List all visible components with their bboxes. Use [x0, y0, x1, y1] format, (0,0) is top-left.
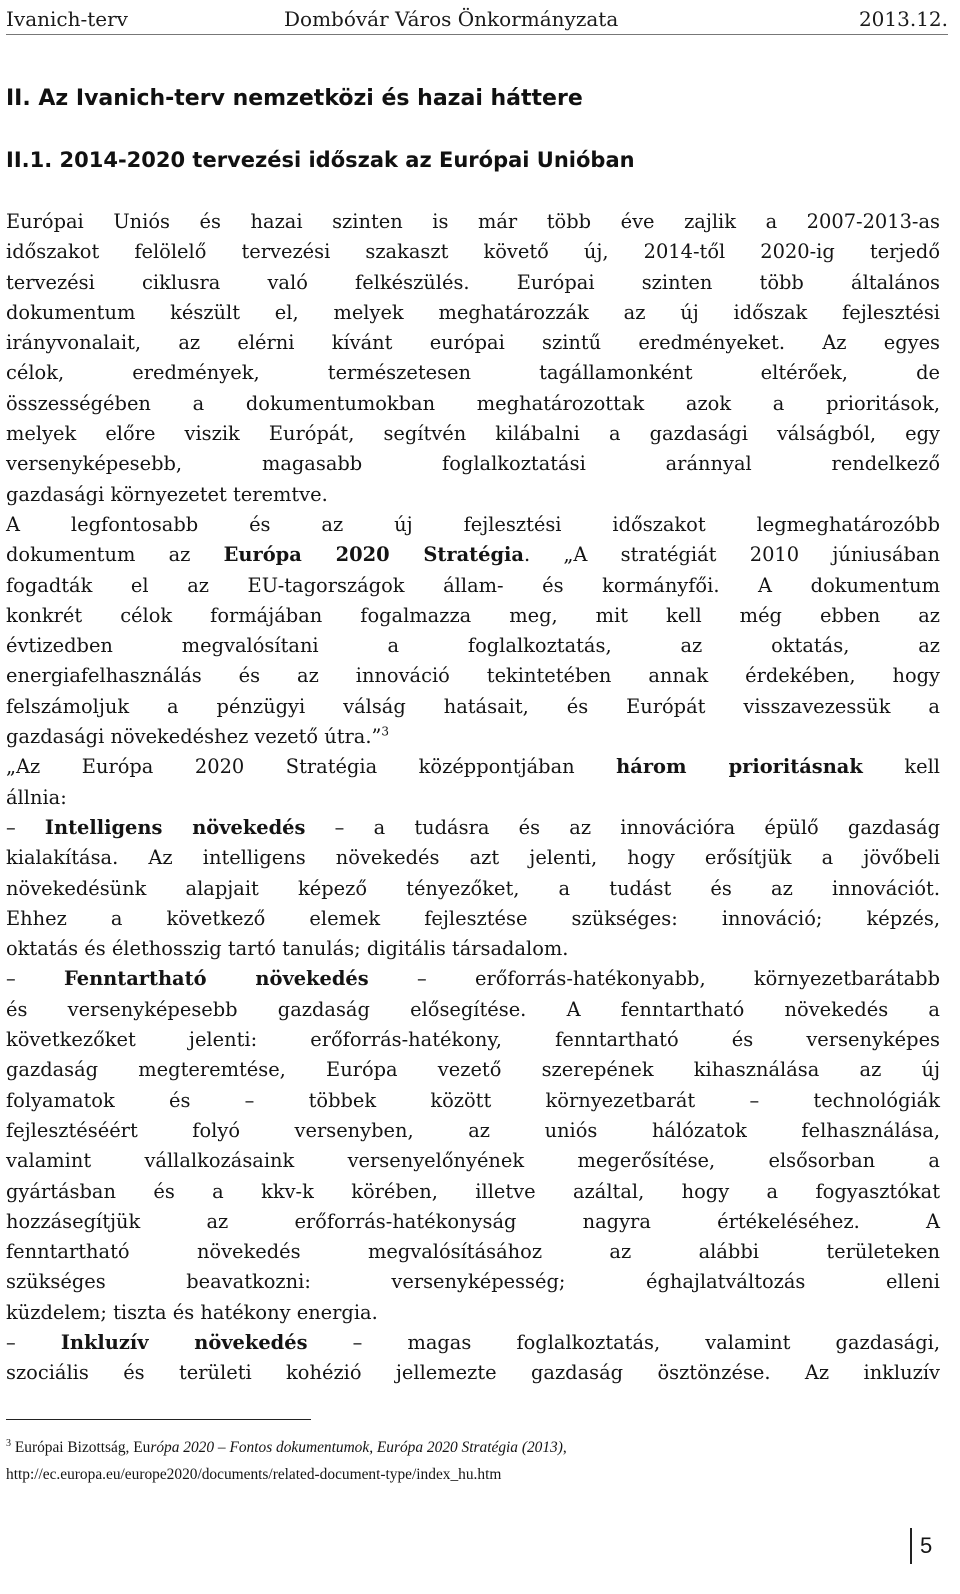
text-line: – Intelligens növekedés – a tudásra és az innovációra épülő gazdaság: [6, 815, 940, 839]
text-line: folyamatok és – többek között környezetbarát – technológiák: [6, 1088, 940, 1112]
text-line: – Inkluzív növekedés – magas foglalkoztatás, valamint gazdasági,: [6, 1330, 940, 1354]
text-line: kialakítása. Az intelligens növekedés azt jelenti, hogy erősítjük a jövőbeli: [6, 846, 940, 870]
text-line: Európai Uniós és hazai szinten is már több éve zajlik a 2007-2013-as: [6, 210, 940, 233]
text-line: szükséges beavatkozni: versenyképesség; éghajlatváltozás elleni: [6, 1270, 940, 1294]
text-line: melyek előre viszik Európát, segítvén kilábalni a gazdasági válságból, egy: [6, 422, 940, 446]
text-line: dokumentum az Európa 2020 Stratégia. „A stratégiát 2010 júniusában: [6, 543, 940, 567]
text-line: energiafelhasználás és az innováció tekintetében annak érdekében, hogy: [6, 664, 940, 688]
text-line: fenntartható növekedés megvalósításához az alábbi területeken: [6, 1240, 940, 1264]
text-line: oktatás és élethosszig tartó tanulás; digitális társadalom.: [6, 937, 569, 961]
page-header: [6, 4, 948, 35]
text-line: gazdaság megteremtése, Európa vezető szerepének kihasználása az új: [6, 1058, 940, 1082]
page-number-rule: [910, 1528, 912, 1564]
text-line: fogadták el az EU-tagországok állam- és kormányfői. A dokumentum: [6, 573, 940, 597]
text-line: felszámoljuk a pénzügyi válság hatásait, és Európát visszavezessük a: [6, 694, 940, 718]
text-line: szociális és területi kohézió jellemezte gazdaság ösztönzése. Az inkluzív: [6, 1361, 940, 1385]
text-line: konkrét célok formájában fogalmazza meg, mit kell még ebben az: [6, 603, 940, 627]
strategy-name: Európa 2020 Stratégia: [223, 543, 524, 567]
text-line: gazdasági növekedéshez vezető útra.”$^3$: [6, 724, 390, 749]
text-line: összességében a dokumentumokban meghatározottak azok a prioritások,: [6, 391, 940, 415]
text-line: állnia:: [6, 785, 67, 809]
page-number: 5: [920, 1533, 933, 1558]
text-line: fejlesztéséért folyó versenyben, az uniós hálózatok felhasználása,: [6, 1118, 940, 1142]
text-line: növekedésünk alapjait képező tényezőket, a tudást és az innovációt.: [6, 876, 940, 900]
priorities-emphasis: három prioritásnak: [616, 755, 863, 779]
sustainable-growth-term: Fenntartható növekedés: [64, 967, 369, 991]
text-line: valamint vállalkozásaink versenyelőnyének megerősítése, elsősorban a: [6, 1149, 940, 1173]
header-document-title: Ivanich-terv: [6, 7, 128, 31]
text-line: következőket jelenti: erőforrás-hatékony, fenntartható és versenyképes: [6, 1028, 940, 1052]
text-line: „Az Európa 2020 Stratégia középpontjában három prioritásnak kell: [6, 755, 940, 779]
smart-growth-term: Intelligens növekedés: [44, 815, 306, 839]
footnote-number: 3: [6, 1438, 11, 1449]
footnote-separator: [6, 1419, 311, 1420]
text-line: irányvonalait, az elérni kívánt európai szintű eredményeket. Az egyes: [6, 331, 940, 355]
text-line: gyártásban és a kkv-k körében, illetve azáltal, hogy a fogyasztókat: [6, 1179, 940, 1203]
text-line: időszakot felölelő tervezési szakaszt követő új, 2014-től 2020-ig terjedő: [6, 240, 940, 264]
section-heading: II. Az Ivanich-terv nemzetközi és hazai háttere: [6, 86, 583, 111]
header-date: 2013.12.: [858, 7, 948, 31]
footnote-citation: $^3$ Európai Bizottság, Európa 2020 – Fontos dokumentumok, Európa 2020 Stratégia (2013),: [6, 1438, 567, 1457]
text-line: – Fenntartható növekedés – erőforrás-hatékonyabb, környezetbarátabb: [6, 967, 941, 991]
inclusive-growth-term: Inkluzív növekedés: [60, 1330, 308, 1354]
footnote-url[interactable]: http://ec.europa.eu/europe2020/documents/related-document-type/index_hu.htm: [6, 1466, 502, 1484]
subsection-heading: II.1. 2014-2020 tervezési időszak az Európai Unióban: [6, 148, 635, 172]
text-line: A legfontosabb és az új fejlesztési időszakot legmeghatározóbb: [6, 512, 940, 536]
text-line: gazdasági környezetet teremtve.: [6, 482, 328, 506]
text-line: küzdelem; tiszta és hatékony energia.: [6, 1300, 378, 1324]
text-line: Ehhez a következő elemek fejlesztése szükséges: innováció; képzés,: [6, 906, 940, 930]
text-line: tervezési ciklusra való felkészülés. Európai szinten több általános: [6, 270, 940, 294]
text-line: dokumentum készült el, melyek meghatározzák az új időszak fejlesztési: [6, 300, 940, 324]
footnote-title: rópa 2020 – Fontos dokumentumok, Európa 2020 Stratégia (2013): [150, 1439, 563, 1457]
text-line: évtizedben megvalósítani a foglalkoztatás, az oktatás, az: [6, 634, 940, 658]
text-line: célok, eredmények, természetesen tagállamonként eltérőek, de: [6, 361, 940, 385]
footnote-reference[interactable]: 3: [381, 724, 390, 739]
text-line: hozzásegítjük az erőforrás-hatékonyság nagyra értékeléséhez. A: [6, 1209, 940, 1233]
footnote: [6, 1430, 946, 1488]
header-organization: Dombóvár Város Önkormányzata: [284, 7, 619, 31]
text-line: és versenyképesebb gazdaság elősegítése. A fenntartható növekedés a: [6, 997, 940, 1021]
text-line: versenyképesebb, magasabb foglalkoztatási aránnyal rendelkező: [6, 452, 940, 476]
body-text: [6, 207, 940, 1389]
